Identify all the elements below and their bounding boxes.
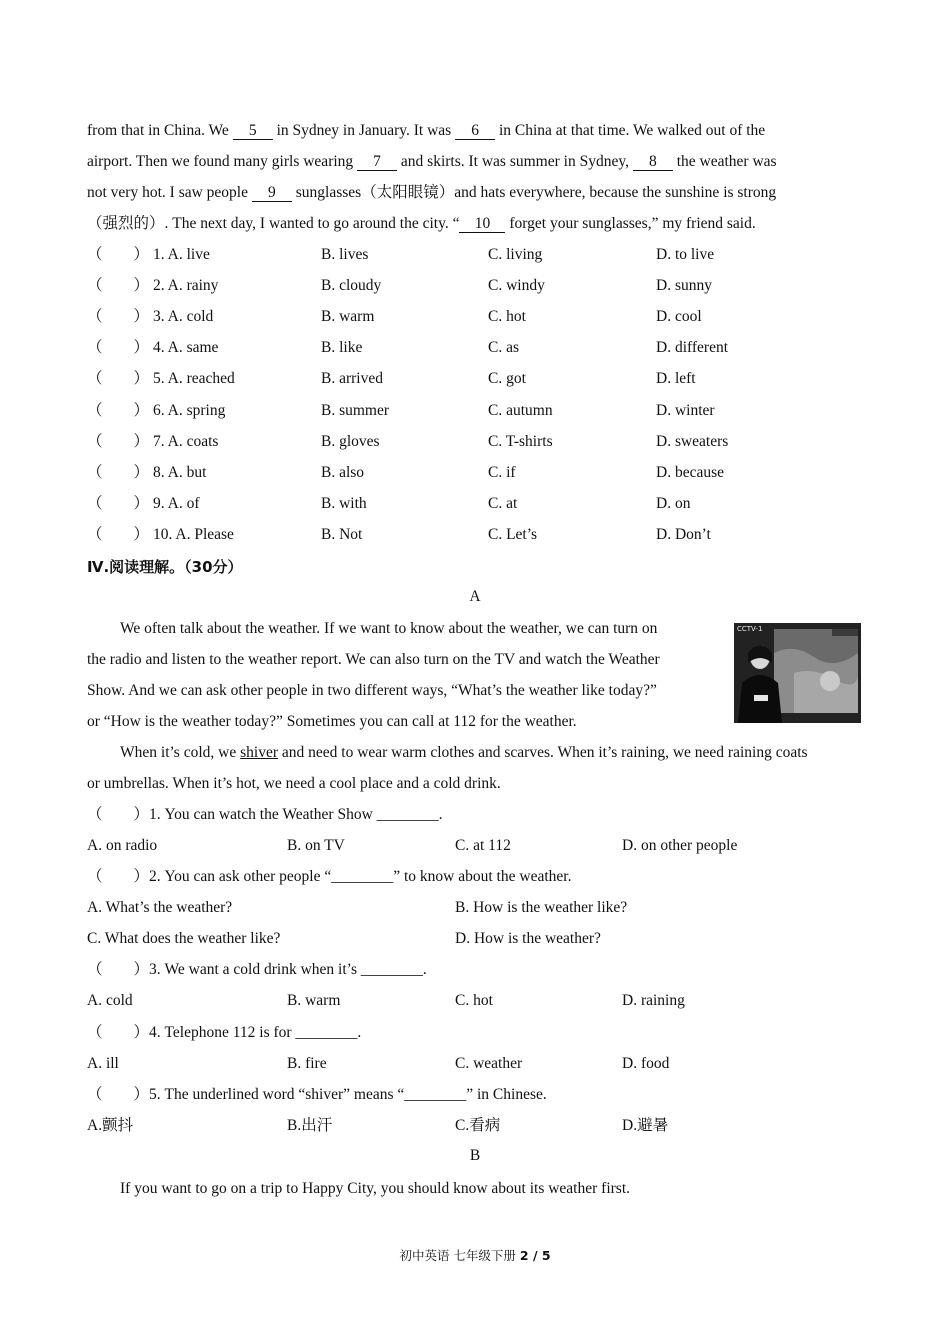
- cloze-question-10: [87, 525, 867, 545]
- cloze-passage-line-1: [87, 121, 765, 141]
- question-3-options: [87, 991, 867, 1011]
- reading-question-3: [87, 960, 427, 980]
- option-b: B. gloves: [321, 433, 380, 450]
- option-c: C. if: [488, 464, 516, 481]
- cloze-passage-line-2: [87, 152, 777, 172]
- option-c: C. hot: [455, 992, 493, 1009]
- option-b: B. lives: [321, 246, 369, 263]
- option-a: 6. A. spring: [153, 402, 226, 419]
- reading-question-2: [87, 867, 571, 887]
- question-4-options: [87, 1054, 867, 1074]
- option-b: B. also: [321, 464, 365, 481]
- option-a: 3. A. cold: [153, 308, 214, 325]
- option-a: A. on radio: [87, 837, 158, 854]
- page-number: 2 / 5: [519, 1248, 551, 1263]
- passage-text: and need to wear warm clothes and scarves. When it’s raining, we need raining coats: [278, 744, 808, 761]
- reading-question-4: [87, 1023, 361, 1043]
- passage-text: from that in China. We: [87, 122, 233, 139]
- footer-title: 初中英语 七年级下册: [399, 1248, 520, 1263]
- option-b: B. like: [321, 339, 363, 356]
- blank-5: 5: [233, 122, 273, 140]
- option-d: D. raining: [622, 992, 685, 1009]
- option-c: C. T-shirts: [488, 433, 553, 450]
- option-a: 1. A. live: [153, 246, 210, 263]
- option-b: B. warm: [321, 308, 375, 325]
- blank-9: 9: [252, 184, 292, 202]
- option-d: D. on: [656, 495, 691, 512]
- option-d: D. winter: [656, 402, 715, 419]
- cloze-question-5: [87, 369, 867, 389]
- a-para1-line-4: or “How is the weather today?” Sometimes you can call at 112 for the weather.: [87, 713, 577, 730]
- option-d: D. left: [656, 370, 696, 387]
- option-c: C.看病: [455, 1117, 501, 1134]
- answer-bracket: （ ）: [87, 246, 150, 263]
- option-c: C. autumn: [488, 402, 553, 419]
- passage-text: not very hot. I saw people: [87, 184, 252, 201]
- question-2-options-row-1: [87, 898, 867, 918]
- passage-text: the weather was: [672, 153, 777, 170]
- answer-bracket: （ ）: [87, 1024, 150, 1041]
- option-a: A. cold: [87, 992, 133, 1009]
- cloze-question-7: [87, 432, 867, 452]
- option-d: D. Don’t: [656, 526, 711, 543]
- option-b: B. summer: [321, 402, 390, 419]
- option-d: D. different: [656, 339, 729, 356]
- weather-show-photo: [734, 623, 861, 723]
- a-para2-line-2: or umbrellas. When it’s hot, we need a cool place and a cold drink.: [87, 775, 501, 792]
- answer-bracket: （ ）: [87, 402, 150, 419]
- option-a: 10. A. Please: [153, 526, 234, 543]
- answer-bracket: （ ）: [87, 526, 150, 543]
- a-para1-line-1: We often talk about the weather. If we want to know about the weather, we can turn on: [120, 620, 658, 637]
- passage-text: When it’s cold, we: [120, 744, 241, 761]
- answer-bracket: （ ）: [87, 433, 150, 450]
- option-c: C. hot: [488, 308, 526, 325]
- b-para1-line-1: If you want to go on a trip to Happy City, you should know about its weather first.: [120, 1180, 630, 1197]
- cloze-question-9: [87, 494, 867, 514]
- option-a: 5. A. reached: [153, 370, 235, 387]
- question-1-options: [87, 836, 867, 856]
- passage-text: in China at that time. We walked out of the: [495, 122, 766, 139]
- reading-question-1: [87, 805, 443, 825]
- option-a: A. What’s the weather?: [87, 899, 233, 916]
- option-b: B. warm: [287, 992, 341, 1009]
- tv-channel-logo: CCTV-1: [737, 625, 763, 633]
- blank-10: 10: [459, 215, 505, 233]
- option-c: C. as: [488, 339, 519, 356]
- option-b: B.出汗: [287, 1117, 333, 1134]
- option-b: B. How is the weather like?: [455, 899, 628, 916]
- option-c: C. got: [488, 370, 526, 387]
- passage-text: sunglasses（太阳眼镜）and hats everywhere, because the sunshine is strong: [291, 184, 777, 201]
- underlined-word-shiver: shiver: [240, 744, 278, 761]
- passage-text: and skirts. It was summer in Sydney,: [397, 153, 633, 170]
- passage-text: （强烈的）. The next day, I wanted to go around the city. “: [87, 215, 460, 232]
- answer-bracket: （ ）: [87, 339, 150, 356]
- option-d: D. How is the weather?: [455, 930, 601, 947]
- blank-8: 8: [633, 153, 673, 171]
- option-c: C. Let’s: [488, 526, 538, 543]
- option-d: D. sweaters: [656, 433, 729, 450]
- question-text: 2. You can ask other people “________” to know about the weather.: [149, 868, 572, 885]
- cloze-question-2: [87, 276, 867, 296]
- section-b-label: B: [469, 1147, 481, 1164]
- section-a-label: A: [469, 588, 481, 605]
- passage-text: in Sydney in January. It was: [272, 122, 456, 139]
- option-a: A. ill: [87, 1055, 119, 1072]
- question-text: 5. The underlined word “shiver” means “________” in Chinese.: [149, 1086, 547, 1103]
- page-footer: [0, 1246, 950, 1264]
- passage-text: forget your sunglasses,” my friend said.: [505, 215, 756, 232]
- option-c: C. windy: [488, 277, 545, 294]
- option-c: C. at: [488, 495, 518, 512]
- a-para1-line-3: Show. And we can ask other people in two different ways, “What’s the weather like today?”: [87, 682, 657, 699]
- option-b: B. on TV: [287, 837, 345, 854]
- option-a: 2. A. rainy: [153, 277, 219, 294]
- option-d: D. cool: [656, 308, 702, 325]
- option-d: D. food: [622, 1055, 670, 1072]
- option-d: D. to live: [656, 246, 715, 263]
- a-para1-line-2: the radio and listen to the weather report. We can also turn on the TV and watch the Weather: [87, 651, 660, 668]
- answer-bracket: （ ）: [87, 1086, 150, 1103]
- question-5-options: [87, 1116, 867, 1136]
- question-text: 4. Telephone 112 is for ________.: [149, 1024, 362, 1041]
- question-text: 3. We want a cold drink when it’s ________.: [149, 961, 427, 978]
- option-a: 8. A. but: [153, 464, 207, 481]
- option-c: C. living: [488, 246, 543, 263]
- reading-question-5: [87, 1085, 547, 1105]
- option-a: 7. A. coats: [153, 433, 219, 450]
- option-b: B. with: [321, 495, 367, 512]
- cloze-question-6: [87, 401, 867, 421]
- cloze-question-8: [87, 463, 867, 483]
- answer-bracket: （ ）: [87, 308, 150, 325]
- a-para2-line-1: [120, 743, 808, 763]
- option-c: C. at 112: [455, 837, 511, 854]
- option-a: 4. A. same: [153, 339, 219, 356]
- option-b: B. cloudy: [321, 277, 382, 294]
- option-d: D. because: [656, 464, 724, 481]
- reading-heading: Ⅳ.阅读理解。（30分）: [87, 558, 243, 576]
- option-d: D.避暑: [622, 1117, 669, 1134]
- answer-bracket: （ ）: [87, 277, 150, 294]
- option-b: B. Not: [321, 526, 363, 543]
- option-b: B. arrived: [321, 370, 383, 387]
- cloze-question-3: [87, 307, 867, 327]
- question-text: 1. You can watch the Weather Show ________.: [149, 806, 443, 823]
- option-c: C. weather: [455, 1055, 523, 1072]
- answer-bracket: （ ）: [87, 868, 150, 885]
- option-c: C. What does the weather like?: [87, 930, 281, 947]
- option-d: D. sunny: [656, 277, 712, 294]
- passage-text: airport. Then we found many girls wearing: [87, 153, 358, 170]
- cloze-question-4: [87, 338, 867, 358]
- blank-6: 6: [455, 122, 495, 140]
- question-2-options-row-2: [87, 929, 867, 949]
- option-d: D. on other people: [622, 837, 738, 854]
- cloze-passage-line-4: [87, 214, 756, 234]
- cloze-passage-line-3: [87, 183, 776, 203]
- cloze-question-1: [87, 245, 867, 265]
- answer-bracket: （ ）: [87, 464, 150, 481]
- blank-7: 7: [357, 153, 397, 171]
- option-a: 9. A. of: [153, 495, 200, 512]
- answer-bracket: （ ）: [87, 370, 150, 387]
- option-a: A.颤抖: [87, 1117, 134, 1134]
- answer-bracket: （ ）: [87, 495, 150, 512]
- answer-bracket: （ ）: [87, 961, 150, 978]
- answer-bracket: （ ）: [87, 806, 150, 823]
- option-b: B. fire: [287, 1055, 327, 1072]
